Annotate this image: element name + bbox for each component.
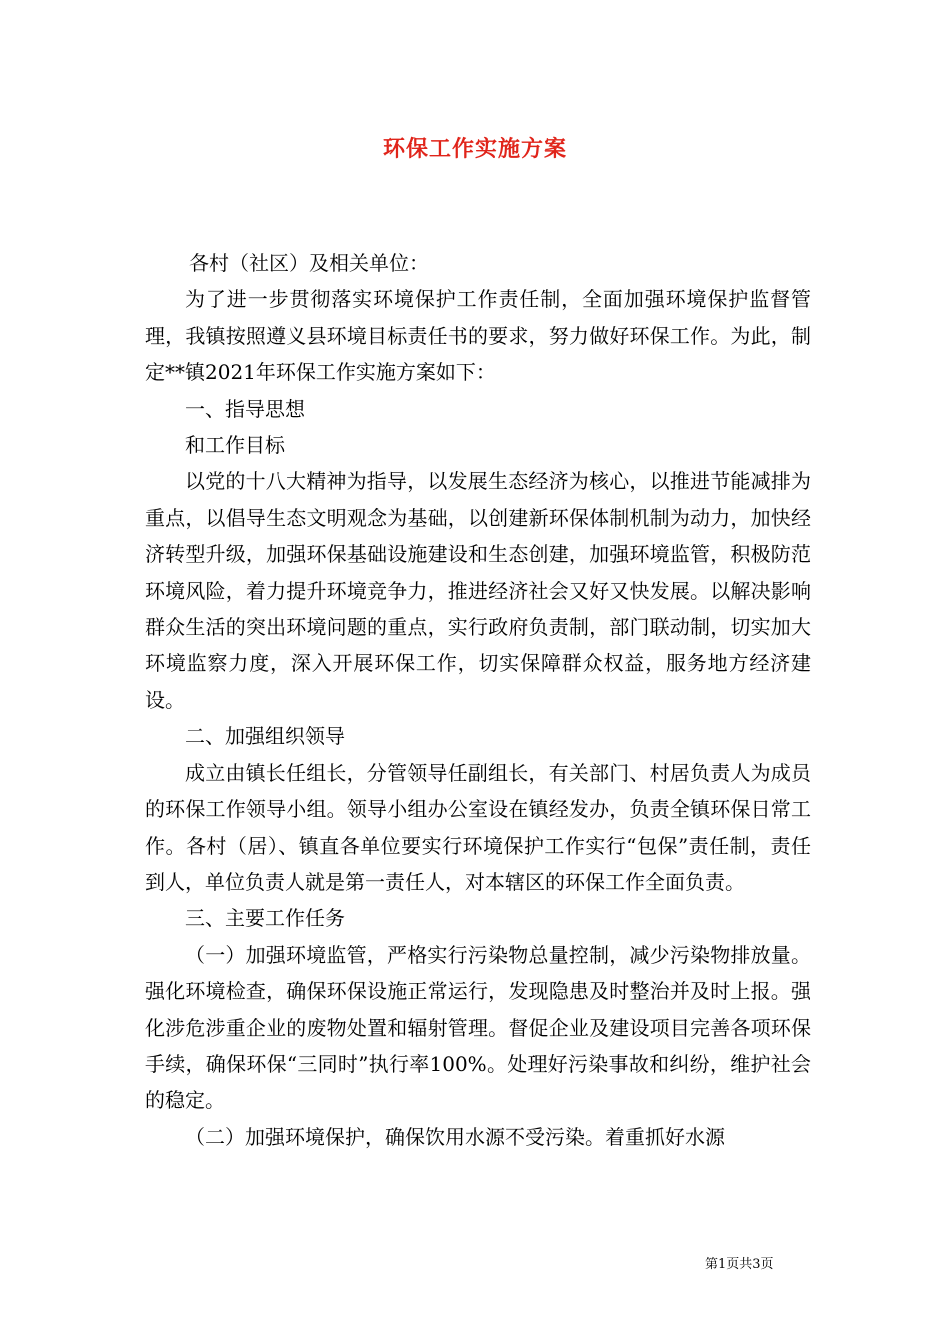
page-number: 第1页共3页 (705, 1257, 774, 1272)
section-heading-2: 二、加强组织领导 (185, 724, 345, 749)
document-title: 环保工作实施方案 (382, 136, 567, 162)
salutation: 各村（社区）及相关单位： (189, 251, 429, 275)
paragraph-guiding-thought: 以党的十八大精神为指导，以发展生态经济为核心，以推进节能减排为重点，以倡导生态文明观念为基础，以创建新环保体制机制为动力，加快经济转型升级，加强环保基础设施建设和生态创建，加强环境监管，积极防范环境风险，着力提升环境竞争力，推进经济社会又好又快发展。以解决影响群众生活的突出环境问题的重点，实行政府负责制，部门联动制，切实加大环境监察力度，深入开展环保工作，切实保障群众权益，服务地方经济建设。 (145, 469, 811, 712)
paragraph-task-2: （二）加强环境保护，确保饮用水源不受污染。着重抓好水源 (185, 1124, 725, 1149)
section-heading-1-cont: 和工作目标 (185, 433, 285, 458)
section-heading-1: 一、指导思想 (185, 396, 305, 421)
paragraph-intro: 为了进一步贯彻落实环境保护工作责任制，全面加强环境保护监督管理，我镇按照遵义县环境目标责任书的要求，努力做好环保工作。为此，制定**镇2021年环保工作实施方案如下： (145, 287, 811, 385)
document-body (145, 245, 811, 1155)
section-heading-3: 三、主要工作任务 (185, 906, 345, 931)
paragraph-organization: 成立由镇长任组长，分管领导任副组长，有关部门、村居负责人为成员的环保工作领导小组。领导小组办公室设在镇经发办，负责全镇环保日常工作。各村（居）、镇直各单位要实行环境保护工作实行“包保”责任制，责任到人，单位负责人就是第一责任人，对本辖区的环保工作全面负责。 (145, 760, 811, 894)
paragraph-task-1: （一）加强环境监管，严格实行污染物总量控制，减少污染物排放量。强化环境检查，确保环保设施正常运行，发现隐患及时整治并及时上报。强化涉危涉重企业的废物处置和辐射管理。督促企业及建设项目完善各项环保手续，确保环保“三同时”执行率100%。处理好污染事故和纠纷，维护社会的稳定。 (145, 942, 811, 1113)
